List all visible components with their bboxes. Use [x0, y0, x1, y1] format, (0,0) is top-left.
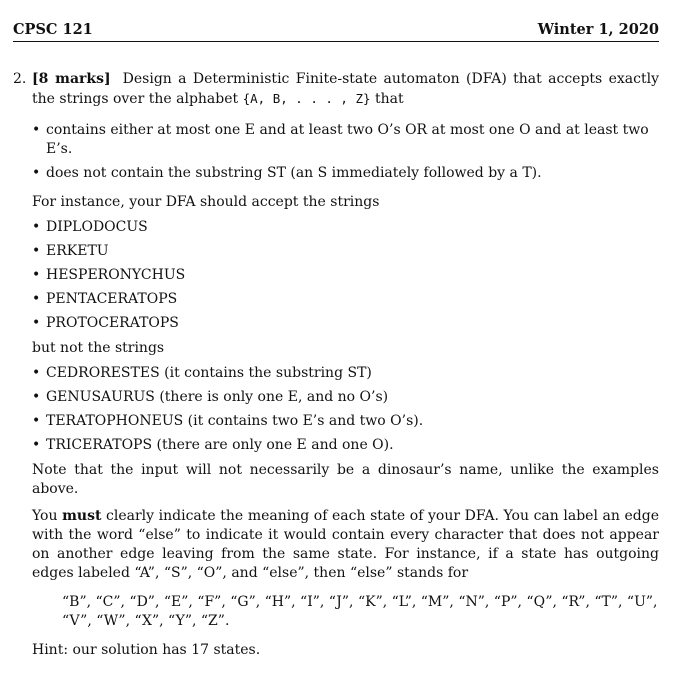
reject-intro: but not the strings [32, 340, 165, 356]
list-item: • CEDRORESTES (it contains the substring ST) [32, 364, 659, 383]
must-text-b: clearly indicate the meaning of each state of your DFA. You can label an edge with the word “else” to indicate it would contain every character that does not appear on another edge leaving from the same state. For instance, if a state has outgoing edges labeled “A”, “S”, “O”, and “else”, then “else” stands for [32, 508, 660, 581]
list-item: • DIPLODOCUS [32, 218, 659, 237]
list-item: • HESPERONYCHUS [32, 266, 659, 285]
list-item: • PROTOCERATOPS [32, 314, 659, 333]
input-note: Note that the input will not necessarily be a dinosaur’s name, unlike the examples above. [32, 462, 659, 497]
must-text-a: You [32, 508, 63, 524]
problem-intro [32, 70, 659, 109]
list-item: • PENTACERATOPS [32, 290, 659, 309]
list-item: • TRICERATOPS (there are only one E and one O). [32, 436, 659, 455]
accept-intro: For instance, your DFA should accept the strings [32, 194, 380, 210]
rejected-strings-list [32, 364, 659, 455]
list-item: • TERATOPHONEUS (it contains two E’s and two O’s). [32, 412, 659, 431]
must-paragraph [32, 507, 659, 583]
intro-text-b: that [370, 91, 404, 107]
list-item: • contains either at most one E and at least two O’s OR at most one O and at least two E’s. [32, 121, 659, 159]
problem-number: 2. [13, 71, 27, 87]
must-emphasis: must [62, 508, 102, 524]
accepted-strings-list [32, 218, 659, 333]
problem-content [13, 70, 659, 660]
intro-text-a: Design a Deterministic Finite-state automaton (DFA) that accepts exactly the strings over the alphabet [32, 71, 659, 107]
list-item: • GENUSAURUS (there is only one E, and no O’s) [32, 388, 659, 407]
problem-marks: [8 marks] [32, 71, 111, 87]
term-label: Winter 1, 2020 [537, 21, 659, 38]
course-code: CPSC 121 [13, 21, 93, 38]
list-item: • does not contain the substring ST (an S immediately followed by a T). [32, 164, 659, 183]
requirements-list [32, 121, 659, 183]
list-item: • ERKETU [32, 242, 659, 261]
else-letter-list: “B”, “C”, “D”, “E”, “F”, “G”, “H”, “I”, “J”, “K”, “L”, “M”, “N”, “P”, “Q”, “R”, “T”, “U”, “V”, “W”, “X”, “Y”, “Z”. [62, 594, 658, 629]
page-header [13, 21, 659, 42]
alphabet-set: {A, B, . . . , Z} [242, 91, 371, 106]
hint-text: Hint: our solution has 17 states. [32, 642, 261, 658]
problem-statement [13, 70, 659, 109]
